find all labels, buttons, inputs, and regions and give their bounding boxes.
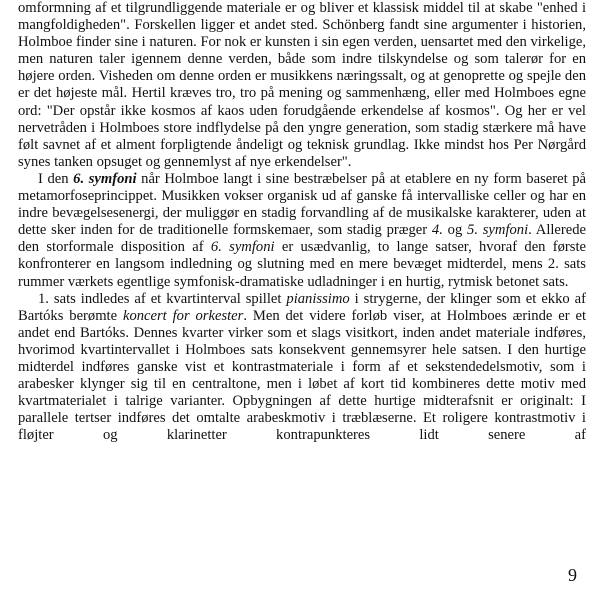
paragraph-3 xyxy=(18,291,586,445)
text-segment: i strygerne, der klinger som et ekko af Bartóks berømte xyxy=(18,290,586,324)
text-segment: omformning af et tilgrundliggende materiale er og bliver et klassisk middel til at skabe "enhed i mangfoldigheden". Forskellen ligger et andet sted. Schönberg fandt sine argumenter i historien, Holmboe finder sine i naturen. For nok er kunsten i sin egen verden, uensartet med den virkelige, men naturen taler igennem denne verden, både som indre tilskyndelse og som talerør for en højere orden. Visheden om denne orden er musikkens næringssalt, og at genoprette og spejle den er det højeste mål. Hertil kræves tro, tro på mening og sammenhæng, eller med Holmboes egne ord: "Der opstår ikke kosmos af kaos uden forudgående erkendelse af kosmos". Og her er vel nervetråden i Holmboes store indflydelse på den yngre generation, som stadig stærkere må have følt savnet af et alment forpligtende åndeligt og teknisk grundlag. Ikke mindst hos Per Nørgård synes tanken opsuget og gennemlyst af nye erkendelser". xyxy=(18,0,586,170)
text-segment: . Men det videre forløb viser, at Holmboes ærinde er et andet end Bartóks. Dennes kvarter virker som et slags visitkort, inden andet materiale indføres, hvorimod kvartintervallet i Holmboes sats konsekvent gennemsyrer hele satsen. I den hurtige midterdel indføres ganske vist et kontrastmateriale i form af et sekstendedelsmotiv, som i arabesker klynger sig til en centraltone, men i løbet af kort tid kombineres dette motiv med kvartmaterialet i talrige varianter. Opbygningen af dette hurtige midterafsnit er originalt: I parallele tertser indføres det omtalte arabeskmotiv i træblæserne. Et roligere kontrastmotiv i fløjter og klarinetter kontrapunkteres lidt senere af xyxy=(18,307,586,444)
text-segment: 5. symfoni xyxy=(467,222,529,239)
text-segment: 6. symfoni xyxy=(73,170,137,187)
text-segment: og xyxy=(442,222,468,239)
text-segment: når Holmboe langt i sine bestræbelser på at etablere en ny form baseret på metamorfoseprincippet. Musikken vokser organisk ud af ganske få intervalliske celler og har en indre bevægelsesenergi, der muliggør en stadig forvandling af de musikalske karakterer, uden at dette sker inden for de traditionelle formskemaer, som stadig præger xyxy=(18,170,586,239)
paragraph-1 xyxy=(18,0,586,171)
text-segment: I den xyxy=(38,170,74,187)
text-segment: 6. symfoni xyxy=(210,239,275,256)
page-number: 9 xyxy=(568,565,577,585)
text-segment: 4. xyxy=(431,222,443,239)
text-segment: er usædvanlig, to lange satser, hvoraf den første konfronterer en langsom indledning og slutning med en mere bevæget midterdel, mens 2. sats rummer værkets egentlige symfonisk-dramatiske udladninger i en hurtig, rytmisk betonet sats. xyxy=(18,239,586,290)
text-segment: . Allerede den storformale disposition af xyxy=(18,222,587,256)
text-segment: koncert for orkester xyxy=(122,307,244,324)
body-text xyxy=(18,0,586,444)
text-segment: 1. sats indledes af et kvartinterval spillet xyxy=(38,290,287,307)
text-segment: pianissimo xyxy=(286,290,350,307)
paragraph-2 xyxy=(18,171,586,291)
